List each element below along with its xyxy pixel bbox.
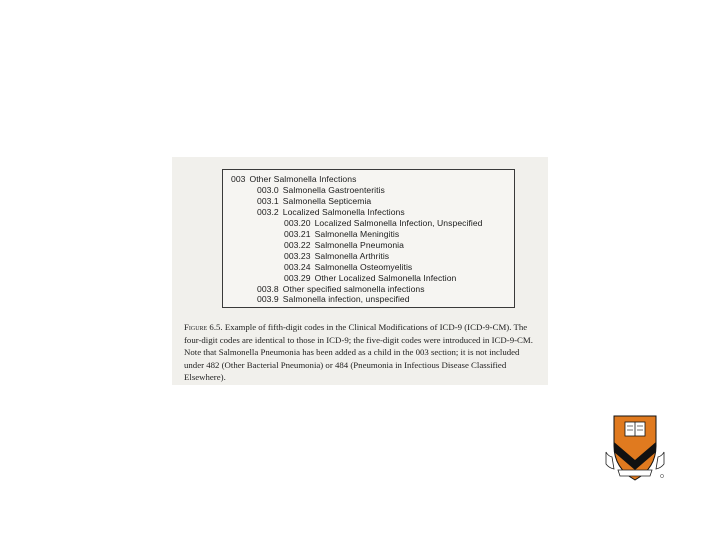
code-number: 003.23 <box>284 250 311 261</box>
scanned-figure <box>172 157 548 385</box>
caption-label: Figure 6.5. <box>184 322 223 332</box>
code-description: Salmonella Meningitis <box>314 228 400 239</box>
code-number: 003.2 <box>257 206 279 217</box>
code-row <box>284 240 404 251</box>
code-row <box>231 174 356 185</box>
code-row <box>284 251 389 262</box>
code-row <box>284 229 399 240</box>
code-row <box>257 196 371 207</box>
code-number: 003.24 <box>284 261 311 272</box>
code-description: Other Salmonella Infections <box>249 174 357 184</box>
code-row <box>284 273 456 284</box>
princeton-shield-icon <box>604 412 666 484</box>
code-description: Salmonella Pneumonia <box>314 239 404 250</box>
code-number: 003.1 <box>257 195 279 206</box>
code-number: 003 <box>231 174 246 184</box>
code-row <box>257 284 425 295</box>
code-number: 003.22 <box>284 239 311 250</box>
code-number: 003.20 <box>284 217 311 228</box>
code-description: Localized Salmonella Infection, Unspecified <box>314 217 483 228</box>
code-row <box>257 294 410 305</box>
code-row <box>257 185 385 196</box>
icd-code-table <box>222 169 515 308</box>
caption-text: Example of fifth-digit codes in the Clinical Modifications of ICD-9 (ICD-9-CM). The four-digit codes are identical to those in ICD-9; the five-digit codes were introduced in ICD-9-CM. Note that Salmonella Pneumonia has been added as a child in the 003 section; it is not included under 482 (Other Bacterial Pneumonia) or 484 (Pneumonia in Infectious Disease Classified Elsewhere). <box>184 322 533 383</box>
code-description: Salmonella Gastroenteritis <box>282 184 385 195</box>
figure-caption <box>184 321 540 384</box>
code-description: Salmonella Arthritis <box>314 250 390 261</box>
code-row <box>284 262 412 273</box>
code-number: 003.0 <box>257 184 279 195</box>
code-row <box>257 207 405 218</box>
code-description: Other specified salmonella infections <box>282 283 425 294</box>
code-description: Localized Salmonella Infections <box>282 206 405 217</box>
code-number: 003.29 <box>284 272 311 283</box>
code-description: Salmonella infection, unspecified <box>282 294 410 305</box>
code-number: 003.9 <box>257 294 279 305</box>
code-row <box>284 218 483 229</box>
code-number: 003.21 <box>284 228 311 239</box>
code-description: Salmonella Osteomyelitis <box>314 261 413 272</box>
code-description: Salmonella Septicemia <box>282 195 372 206</box>
code-number: 003.8 <box>257 283 279 294</box>
code-description: Other Localized Salmonella Infection <box>314 272 457 283</box>
